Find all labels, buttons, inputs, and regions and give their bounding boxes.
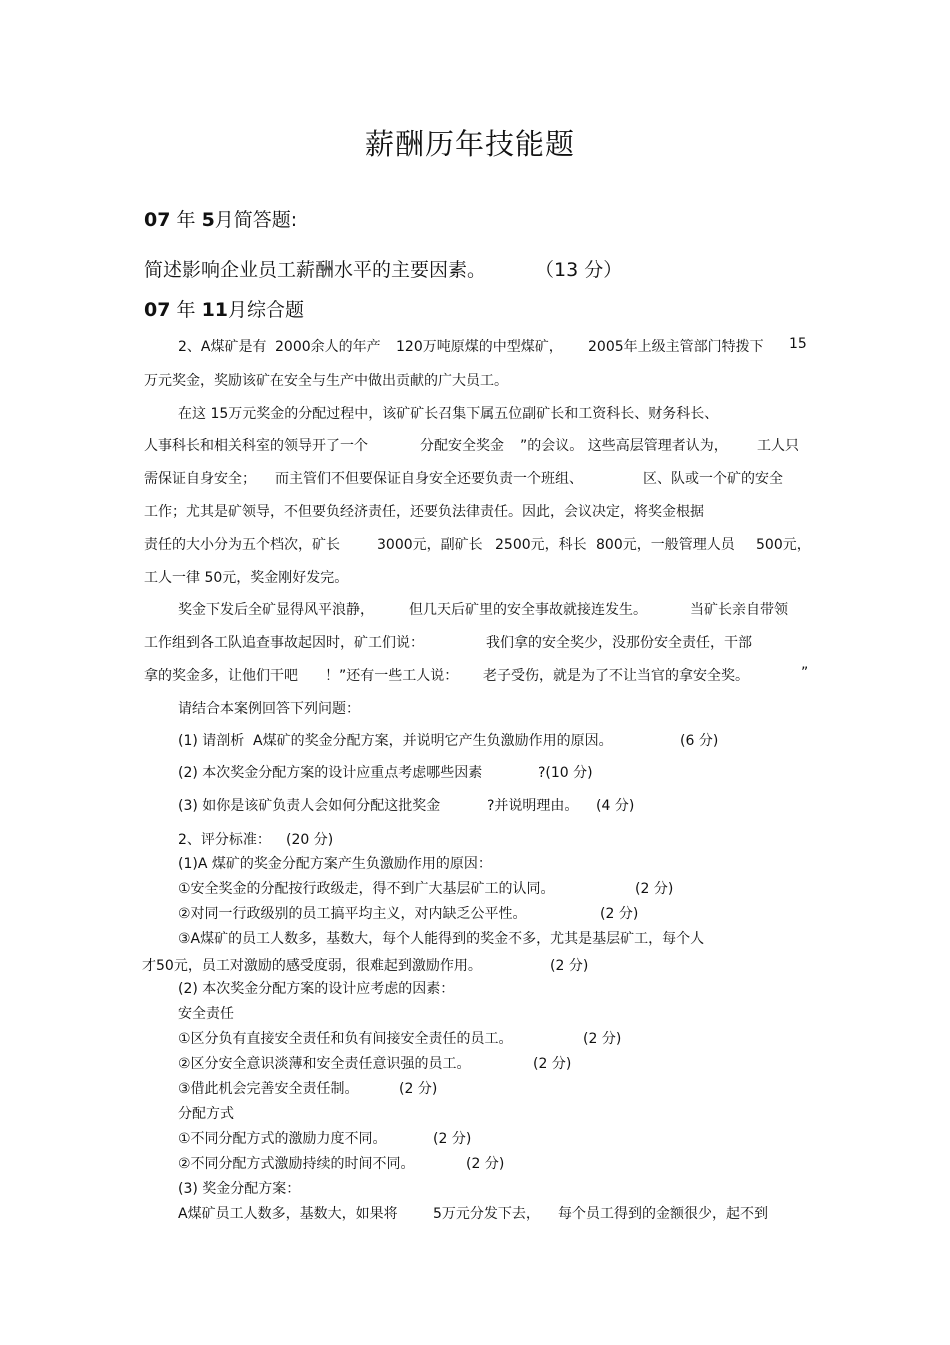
answer-score: (2 分) <box>466 1156 505 1172</box>
answer-line: ①不同分配方式的激励力度不同。 <box>178 1131 387 1147</box>
heading-year: 07 <box>144 299 171 321</box>
answer-line: (3) 奖金分配方案： <box>178 1181 301 1197</box>
answer-score: (2 分) <box>600 906 639 922</box>
case-question: (3) 如你是该矿负责人会如何分配这批奖金 <box>178 798 441 814</box>
heading-text: 月综合题 <box>228 299 305 321</box>
case-line: 工作；尤其是矿领导，不但要负经济责任，还要负法律责任。因此，会议决定，将奖金根据 <box>144 504 704 520</box>
answer-score: (2 分) <box>433 1131 472 1147</box>
case-question-score: ?(10 分) <box>538 765 593 781</box>
case-line: 需保证自身安全； <box>144 471 256 487</box>
case-question-score: (4 分) <box>596 798 635 814</box>
answer-line: (2) 本次奖金分配方案的设计应考虑的因素： <box>178 981 455 997</box>
case-line: 奖金下发后全矿显得风平浪静， <box>178 602 374 618</box>
heading-text: 月简答题: <box>214 209 298 231</box>
case-line: 800元，一般管理人员 <box>596 537 735 553</box>
answer-line: ③借此机会完善安全责任制。 <box>178 1081 359 1097</box>
answer-line: ①区分负有直接安全责任和负有间接安全责任的员工。 <box>178 1031 513 1047</box>
case-question-score: (6 分) <box>680 733 719 749</box>
answer-line: ②对同一行政级别的员工搞平均主义，对内缺乏公平性。 <box>178 906 527 922</box>
case-line: 而主管们不但要保证自身安全还要负责一个班组、 <box>275 471 583 487</box>
answer-score: (20 分) <box>286 832 334 848</box>
case-line: 人事科长和相关科室的领导开了一个 <box>144 438 368 454</box>
case-line: 500元， <box>756 537 811 553</box>
question-score: （13 分） <box>535 259 623 281</box>
answer-score: (2 分) <box>533 1056 572 1072</box>
answer-score: (2 分) <box>635 881 674 897</box>
answer-line: ②不同分配方式激励持续的时间不同。 <box>178 1156 415 1172</box>
answer-score: (2 分) <box>550 958 589 974</box>
answer-score: (2 分) <box>399 1081 438 1097</box>
heading-text: 年 <box>176 299 196 321</box>
answer-line: 5万元分发下去， <box>433 1206 540 1222</box>
answer-line: 每个员工得到的金额很少，起不到 <box>558 1206 768 1222</box>
case-line: 我们拿的安全奖少，没那份安全责任，干部 <box>486 635 752 651</box>
case-line: 工人只 <box>757 438 799 454</box>
heading-year: 07 <box>144 209 171 231</box>
answer-subheading: 安全责任 <box>178 1006 234 1022</box>
case-line: 15 <box>789 336 807 352</box>
case-line: ”的会议。 这些高层管理者认为， <box>520 438 728 454</box>
case-line: 万元奖金，奖励该矿在安全与生产中做出贡献的广大员工。 <box>144 373 508 389</box>
answer-line: ②区分安全意识淡薄和安全责任意识强的员工。 <box>178 1056 471 1072</box>
question-text: 简述影响企业员工薪酬水平的主要因素。 <box>144 259 487 281</box>
case-line: ” <box>801 665 809 681</box>
answer-line: (1)A 煤矿的奖金分配方案产生负激励作用的原因： <box>178 856 492 872</box>
answer-line: A煤矿员工人数多，基数大，如果将 <box>178 1206 398 1222</box>
case-question: A煤矿的奖金分配方案，并说明它产生负激励作用的原因。 <box>253 733 613 749</box>
heading-month: 11 <box>201 299 229 321</box>
answer-line: ①安全奖金的分配按行政级走，得不到广大基层矿工的认同。 <box>178 881 555 897</box>
answer-line: 2、评分标准： <box>178 832 271 848</box>
case-line: 2000余人的年产 <box>275 339 381 355</box>
case-line: 工人一律 50元，奖金刚好发完。 <box>144 570 349 586</box>
answer-line: 才50元，员工对激励的感受度弱，很难起到激励作用。 <box>142 958 482 974</box>
case-line: 区、队或一个矿的安全 <box>643 471 783 487</box>
case-line: 分配安全奖金 <box>420 438 504 454</box>
case-line: ！”还有一些工人说： <box>325 668 459 684</box>
case-line: 但几天后矿里的安全事故就接连发生。 <box>409 602 647 618</box>
section-heading-nov07 <box>144 295 304 322</box>
case-line: 在这 15万元奖金的分配过程中，该矿矿长召集下属五位副矿长和工资科长、财务科长、 <box>178 406 719 422</box>
case-line: 老子受伤，就是为了不让当官的拿安全奖。 <box>483 668 749 684</box>
case-question: ?并说明理由。 <box>487 798 579 814</box>
case-line: 2005年上级主管部门特拨下 <box>588 339 764 355</box>
case-line: 请结合本案例回答下列问题： <box>178 701 360 717</box>
case-line: 2、A煤矿是有 <box>178 339 267 355</box>
answer-score: (2 分) <box>583 1031 622 1047</box>
case-question: (2) 本次奖金分配方案的设计应重点考虑哪些因素 <box>178 765 483 781</box>
case-line: 2500元，科长 <box>495 537 587 553</box>
case-line: 拿的奖金多，让他们干吧 <box>144 668 298 684</box>
case-line: 工作组到各工队追查事故起因时，矿工们说： <box>144 635 424 651</box>
case-question: (1) 请剖析 <box>178 733 245 749</box>
answer-subheading: 分配方式 <box>178 1106 234 1122</box>
page-title: 薪酬历年技能题 <box>364 127 575 161</box>
case-line: 当矿长亲自带领 <box>690 602 788 618</box>
answer-line: ③A煤矿的员工人数多，基数大，每个人能得到的奖金不多，尤其是基层矿工，每个人 <box>178 931 705 947</box>
heading-month: 5 <box>201 209 215 231</box>
heading-text: 年 <box>176 209 196 231</box>
section-heading-may07 <box>144 205 297 232</box>
case-line: 责任的大小分为五个档次，矿长 <box>144 537 340 553</box>
case-line: 3000元，副矿长 <box>377 537 483 553</box>
case-line: 120万吨原煤的中型煤矿， <box>396 339 563 355</box>
